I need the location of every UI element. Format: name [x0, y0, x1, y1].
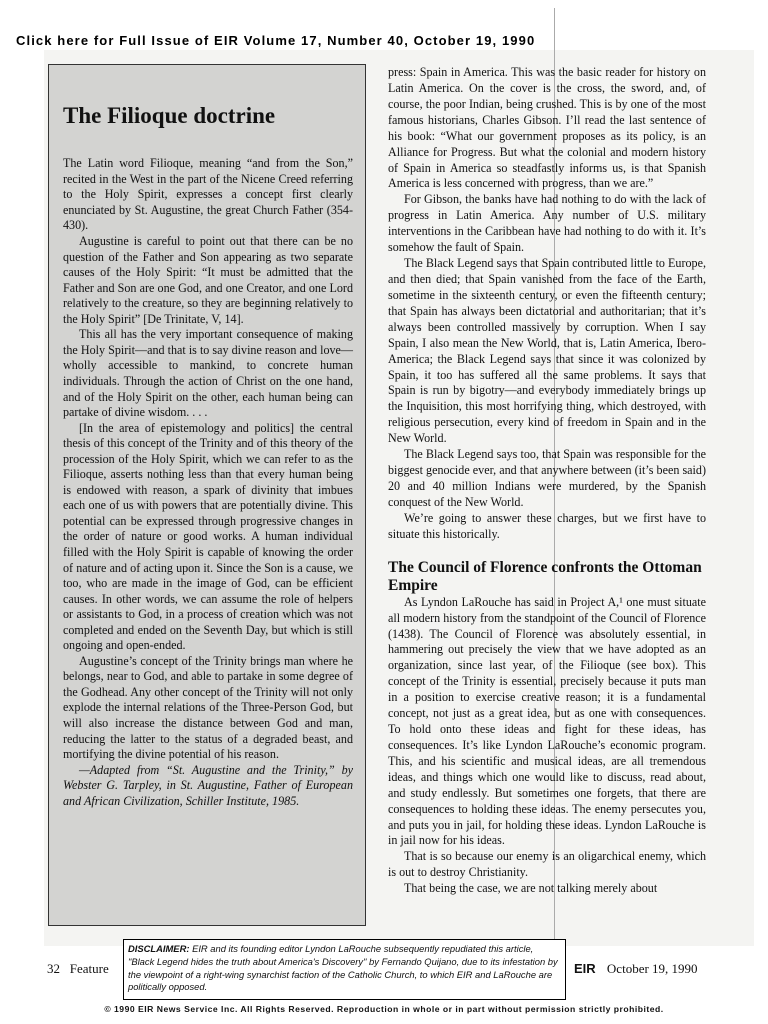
publication-name: EIR	[574, 961, 596, 976]
article-column	[388, 65, 706, 897]
page-footer-right	[574, 961, 698, 977]
article-paragraph: We’re going to answer these charges, but we first have to situate this historically.	[388, 510, 706, 541]
full-issue-link[interactable]: Click here for Full Issue of EIR Volume 17, Number 40, October 19, 1990	[16, 33, 536, 48]
disclaimer-box	[123, 939, 566, 1000]
issue-date: October 19, 1990	[606, 961, 698, 976]
sidebar-paragraph: [In the area of epistemology and politics] the central thesis of this concept of the Trinity and of this theory of the procession of the Holy Spirit, which we can refer to as the Filioque, asserts nothing less than that every human being is endowed with reason, a spark of divinity that imbues each one of us with powers that are potentially divine. This potential can be expressed through progressive changes in the order of nature or good works. A human individual filled with the Holy Spirit is capable of knowing the order of nature and of acting upon it. Since the Son is a cause, we too, who are made in the image of God, can be efficient causes. In other words, we can assume the role of helpers or assistants to God, in a process of creation which was not completed and ended on the Seventh Day, but which is still ongoing and open-ended.	[63, 420, 353, 653]
article-paragraph: The Black Legend says too, that Spain was responsible for the biggest genocide ever, and that anywhere between (it’s been said) 20 and 40 million Indians were murdered, by the Spanish conquest of the New World.	[388, 447, 706, 509]
article-paragraph: That being the case, we are not talking merely about	[404, 881, 658, 896]
article-paragraph: For Gibson, the banks have had nothing to do with the lack of progress in Latin America. Any number of U.S. military interventions in the Caribbean have had nothing to do with it. It’s somehow the fault of Spain.	[388, 192, 706, 255]
sidebar-citation: —Adapted from “St. Augustine and the Trinity,” by Webster G. Tarpley, in St. Augustine, Father of European and African Civilization, Schiller Institute, 1985.	[63, 762, 353, 808]
article-paragraph: That is so because our enemy is an oligarchical enemy, which is out to destroy Christianity.	[388, 849, 706, 880]
sidebar-paragraph: Augustine is careful to point out that there can be no question of the Father and Son appearing as two separate causes of the Holy Spirit: “It must be admitted that the Father and Son are one God, and one Creator, and one Lord relatively to the creature, so they are beginning relatively to the Holy Spirit” [De Trinitate, V, 14].	[63, 234, 353, 326]
article-paragraph: press: Spain in America. This was the basic reader for history on Latin America. On the cover is the cross, the sword, and, of course, the poor Indian, being crushed. This is by one of the most famous historians, Charles Gibson. I’ll read the last sentence of his book: “What our government proposes as its policy, is an Alliance for Progress. But what the colonial and modern history of Spain in America so steadfastly informs us, is that Spanish America is less concerned with progress, than we are.”	[388, 65, 706, 191]
section-name: Feature	[69, 961, 109, 976]
page-number: 32	[47, 961, 60, 976]
copyright-notice: © 1990 EIR News Service Inc. All Rights Reserved. Reproduction in whole or in part without permission strictly prohibited.	[104, 1004, 664, 1014]
disclaimer-label: DISCLAIMER:	[128, 943, 190, 954]
filioque-sidebar-box	[48, 64, 366, 926]
sidebar-paragraph: The Latin word Filioque, meaning “and from the Son,” recited in the West in the part of the Nicene Creed referring to the Holy Spirit, expresses a concept first clearly enunciated by St. Augustine, the great Church Father (354-430).	[63, 156, 353, 233]
sidebar-paragraph: This all has the very important consequence of making the Holy Spirit—and that is to say divine reason and love—wholly accessible to mankind, to concrete human individuals. Through the action of Christ on the one hand, and of the Holy Spirit on the other, each human being can partake of divine wisdom. . . .	[63, 327, 353, 420]
sidebar-paragraph: Augustine’s concept of the Trinity brings man where he belongs, near to God, and able to partake in some degree of the Godhead. Any other concept of the Trinity will not only explode the internal relations of the Three-Person God, but will also increase the distance between God and man, reducing the latter to the status of a degraded beast, and mortifying the divine potential of his reason.	[63, 653, 353, 762]
article-paragraph: As Lyndon LaRouche has said in Project A,¹ one must situate all modern history from the standpoint of the Council of Florence (1438). The Council of Florence was absolutely essential, in hammering out precisely the view that we have adopted as an organization, since last year, of the Filioque (see box). This concept of the Trinity is essential, precisely because it puts man in a position to exercise creative reason; it is a fundamental concept, not just as a great idea, but as one with consequences. To hold onto these ideas and fight for these ideas, has consequences. It’s like Lyndon LaRouche’s economic program. This, and his scientific and musical ideas, are all tremendous ideas, and things which one would like to discuss, read about, and study endlessly. But sometimes one forgets, that there are consequences to holding these ideas. The enemy persecutes you, and puts you in jail, for holding these ideas. Lyndon LaRouche is in jail now for his ideas.	[388, 594, 706, 848]
sidebar-title: The Filioque doctrine	[63, 103, 276, 128]
article-paragraph: The Black Legend says that Spain contributed little to Europe, and then died; that Spain vanished from the face of the Earth, sometime in the sixteenth century, or even the fifteenth century; that Spain has always been dictatorial and authoritarian; that it’s always been controlled massively by corruption. When I say Spain, I also mean the New World, that is, Latin America, Ibero-America; the Black Legend says that since it was colonized by Spain, it too has suffered all the same problems. It says that Spain is run by bigotry—and everybody immediately brings up the Inquisition, this most horrifying thing, which destroyed, with religious persecution, every kind of freedom in Spain and in the New World.	[388, 256, 706, 446]
page-footer-left	[47, 961, 109, 977]
disclaimer-text: EIR and its founding editor Lyndon LaRouche subsequently repudiated this article, "Black Legend hides the truth about America's Discovery" by Fernando Quijano, due to its infestation by the viewpoint of a right-wing synarchist faction of the Catholic Church, to which EIR and LaRouche are politically opposed.	[128, 943, 558, 993]
article-subhead: The Council of Florence confronts the Ottoman Empire	[388, 558, 702, 594]
